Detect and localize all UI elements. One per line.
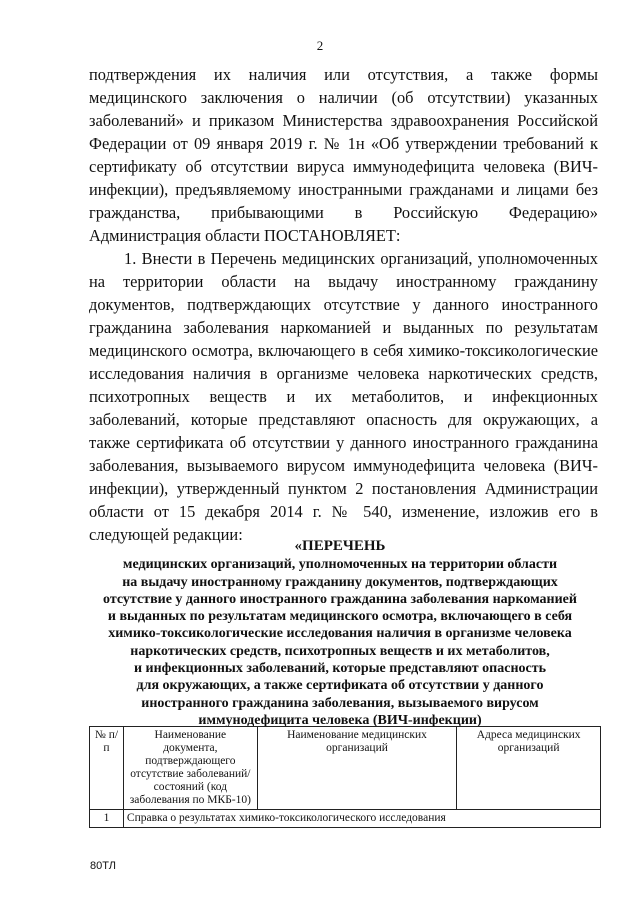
- header-document: Наименование документа, подтверждающего отсутствие заболеваний/состояний (код заболевания по МКБ-10): [123, 727, 257, 810]
- heading-line: и инфекционных заболеваний, которые представляют опасность: [133, 661, 547, 677]
- list-title: «ПЕРЕЧЕНЬ: [294, 538, 386, 554]
- heading-line: медицинских организаций, уполномоченных на территории области: [122, 557, 558, 573]
- list-heading: [80, 538, 600, 729]
- heading-line: для окружающих, а также сертификата об отсутствии у данного: [136, 678, 544, 694]
- table-row: [90, 810, 601, 828]
- footer-code: 80ТЛ: [90, 860, 116, 872]
- heading-line: иностранного гражданина заболевания, вызываемого вирусом: [141, 695, 539, 711]
- heading-line: на выдачу иностранному гражданину документов, подтверждающих: [122, 574, 558, 590]
- table-header-row: [90, 727, 601, 810]
- heading-line: иммунодефицита человека (ВИЧ-инфекции): [198, 712, 482, 728]
- header-organizations: Наименование медицинских организаций: [257, 727, 457, 810]
- header-number: № п/п: [90, 727, 124, 810]
- row-text: Справка о результатах химико-токсикологического исследования: [123, 810, 600, 828]
- body-text: [89, 63, 598, 546]
- heading-line: наркотических средств, психотропных веществ и их метаболитов,: [130, 643, 550, 659]
- item-1-paragraph: 1. Внести в Перечень медицинских организаций, уполномоченных на территории области на выдачу иностранному гражданину документов, подтверждающих отсутствие у данного иностранного гражданина заболевания наркоманией и выданных по результатам медицинского осмотра, включающего в себя химико-токсикологические исследования наличия в организме человека наркотических средств, психотропных веществ и их метаболитов, и инфекционных заболеваний, которые представляют опасность для окружающих, а также сертификата об отсутствии у данного иностранного гражданина заболевания, вызываемого вирусом иммунодефицита человека (ВИЧ-инфекции), утвержденный пунктом 2 постановления Администрации области от 15 декабря 2014 г. № 540, изменение, изложив его в следующей редакции:: [89, 249, 598, 544]
- header-addresses: Адреса медицинских организаций: [457, 727, 601, 810]
- heading-line: химико-токсикологические исследования наличия в организме человека: [108, 626, 572, 642]
- intro-paragraph: подтверждения их наличия или отсутствия, а также формы медицинского заключения о наличии (об отсутствии) указанных заболеваний» и приказом Министерства здравоохранения Российской Федерации от 09 января 2019 г. № 1н «Об утверждении требований к сертификату об отсутствии вируса иммунодефицита человека (ВИЧ-инфекции), предъявляемому иностранными гражданами и лицами без гражданства, прибывающими в Российскую Федерацию» Администрация области ПОСТАНОВЛЯЕТ:: [89, 65, 598, 245]
- page-number: 2: [316, 38, 324, 53]
- organizations-table: [89, 726, 601, 828]
- row-number: 1: [90, 810, 124, 828]
- heading-line: и выданных по результатам медицинского осмотра, включающего в себя: [107, 609, 573, 625]
- heading-line: отсутствие у данного иностранного гражданина заболевания наркоманией: [103, 591, 577, 607]
